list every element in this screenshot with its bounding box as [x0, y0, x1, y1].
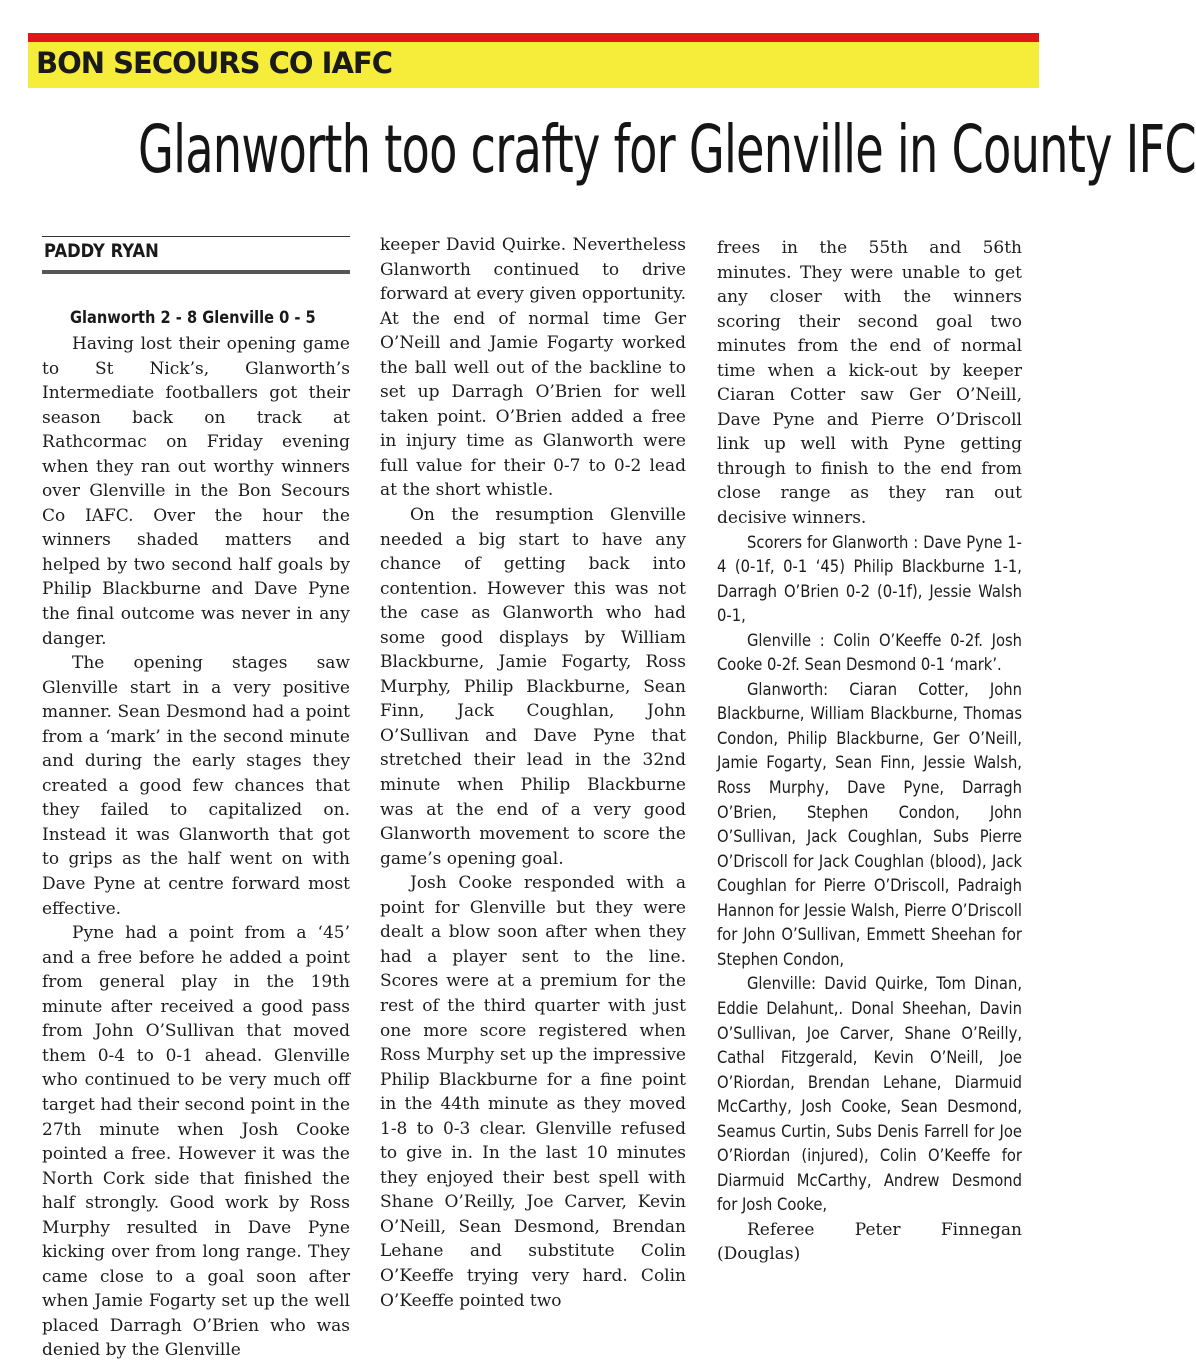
referee: Referee Peter Finnegan (Douglas): [717, 1219, 1022, 1265]
header-red-stripe: [28, 33, 1039, 42]
paragraph: Josh Cooke responded with a point for Glenville but they were dealt a blow soon after when they had a player sent to the line. Scores were at a premium for the rest of the third quarter with just one more score registered when Ross Murphy set up the impressive Philip Blackburne for a fine point in the 44th minute as they moved 1-8 to 0-3 clear. Glenville refused to give in. In the last 10 minutes they enjoyed their best spell with Shane O’Reilly, Joe Carver, Kevin O’Neill, Sean Desmond, Brendan Lehane and substitute Colin O’Keeffe trying very hard. Colin O’Keeffe pointed two: [380, 873, 686, 1311]
headline: Glanworth too crafty for Glenville in County IFC: [138, 111, 1196, 188]
article-column-3: [717, 236, 1022, 1267]
article-column-1: [42, 332, 350, 1363]
team-glenville: Glenville: David Quirke, Tom Dinan, Eddie Delahunt,. Donal Sheehan, Davin O’Sullivan, Joe Carver, Shane O’Reilly, Cathal Fitzgerald, Kevin O’Neill, Joe O’Riordan, Brendan Lehane, Diarmuid McCarthy, Josh Cooke, Sean Desmond, Seamus Curtin, Subs Denis Farrell for Joe O’Riordan (injured), Colin O’Keeffe for Diarmuid McCarthy, Andrew Desmond for Josh Cooke,: [717, 974, 1022, 1215]
byline: PADDY RYAN: [44, 240, 159, 262]
byline-rule-bottom: [42, 270, 350, 274]
paragraph: On the resumption Glenville needed a big start to have any chance of getting back into contention. However this was not the case as Glanworth who had some good displays by William Blackburne, Jamie Fogarty, Ross Murphy, Philip Blackburne, Sean Finn, Jack Coughlan, John O’Sullivan and Dave Pyne that stretched their lead in the 32nd minute when Philip Blackburne was at the end of a very good Glanworth movement to score the game’s opening goal.: [380, 505, 686, 869]
paragraph: keeper David Quirke. Nevertheless Glanworth continued to drive forward at every given opportunity. At the end of normal time Ger O’Neill and Jamie Fogarty worked the ball well out of the backline to set up Darragh O’Brien for well taken point. O’Brien added a free in injury time as Glanworth were full value for their 0-7 to 0-2 lead at the short whistle.: [380, 235, 686, 501]
paragraph: Pyne had a point from a ‘45’ and a free before he added a point from general play in the 19th minute after received a good pass from John O’Sullivan that moved them 0-4 to 0-1 ahead. Glenville who continued to be very much off target had their second point in the 27th minute when Josh Cooke pointed a free. However it was the North Cork side that finished the half strongly. Good work by Ross Murphy resulted in Dave Pyne kicking over from long range. They came close to a goal soon after when Jamie Fogarty set up the well placed Darragh O’Brien who was denied by the Glenville: [42, 923, 350, 1361]
paragraph: The opening stages saw Glenville start in a very positive manner. Sean Desmond had a point from a ‘mark’ in the second minute and during the early stages they created a good few chances that they failed to capitalized on. Instead it was Glanworth that got to grips as the half went on with Dave Pyne at centre forward most effective.: [42, 653, 350, 919]
team-glanworth: Glanworth: Ciaran Cotter, John Blackburne, William Blackburne, Thomas Condon, Philip Blackburne, Ger O’Neill, Jamie Fogarty, Sean Finn, Jessie Walsh, Ross Murphy, Dave Pyne, Darragh O’Brien, Stephen Condon, John O’Sullivan, Jack Coughlan, Subs Pierre O’Driscoll for Jack Coughlan (blood), Jack Coughlan for Pierre O’Driscoll, Padraigh Hannon for Jessie Walsh, Pierre O’Driscoll for John O’Sullivan, Emmett Sheehan for Stephen Condon,: [717, 679, 1022, 969]
article-column-2: [380, 233, 686, 1313]
paragraph: Having lost their opening game to St Nick’s, Glanworth’s Intermediate footballers got their season back on track at Rathcormac on Friday evening when they ran out worthy winners over Glenville in the Bon Secours Co IAFC. Over the hour the winners shaded matters and helped by two second half goals by Philip Blackburne and Dave Pyne the final outcome was never in any danger.: [42, 334, 350, 649]
byline-rule-top: [42, 236, 350, 237]
paragraph: frees in the 55th and 56th minutes. They were unable to get any closer with the winners scoring their second goal two minutes from the end of normal time when a kick-out by keeper Ciaran Cotter saw Ger O’Neill, Dave Pyne and Pierre O’Driscoll link up well with Pyne getting through to finish to the end from close range as they ran out decisive winners.: [717, 238, 1022, 529]
score-line: Glanworth 2 - 8 Glenville 0 - 5: [70, 308, 316, 328]
scorers-glenville: Glenville : Colin O’Keeffe 0-2f. Josh Cooke 0-2f. Sean Desmond 0-1 ‘mark’.: [717, 630, 1022, 675]
section-label: BON SECOURS CO IAFC: [36, 46, 392, 80]
scorers-glanworth: Scorers for Glanworth : Dave Pyne 1-4 (0-1f, 0-1 ‘45) Philip Blackburne 1-1, Darragh O’Brien 0-2 (0-1f), Jessie Walsh 0-1,: [717, 532, 1022, 626]
